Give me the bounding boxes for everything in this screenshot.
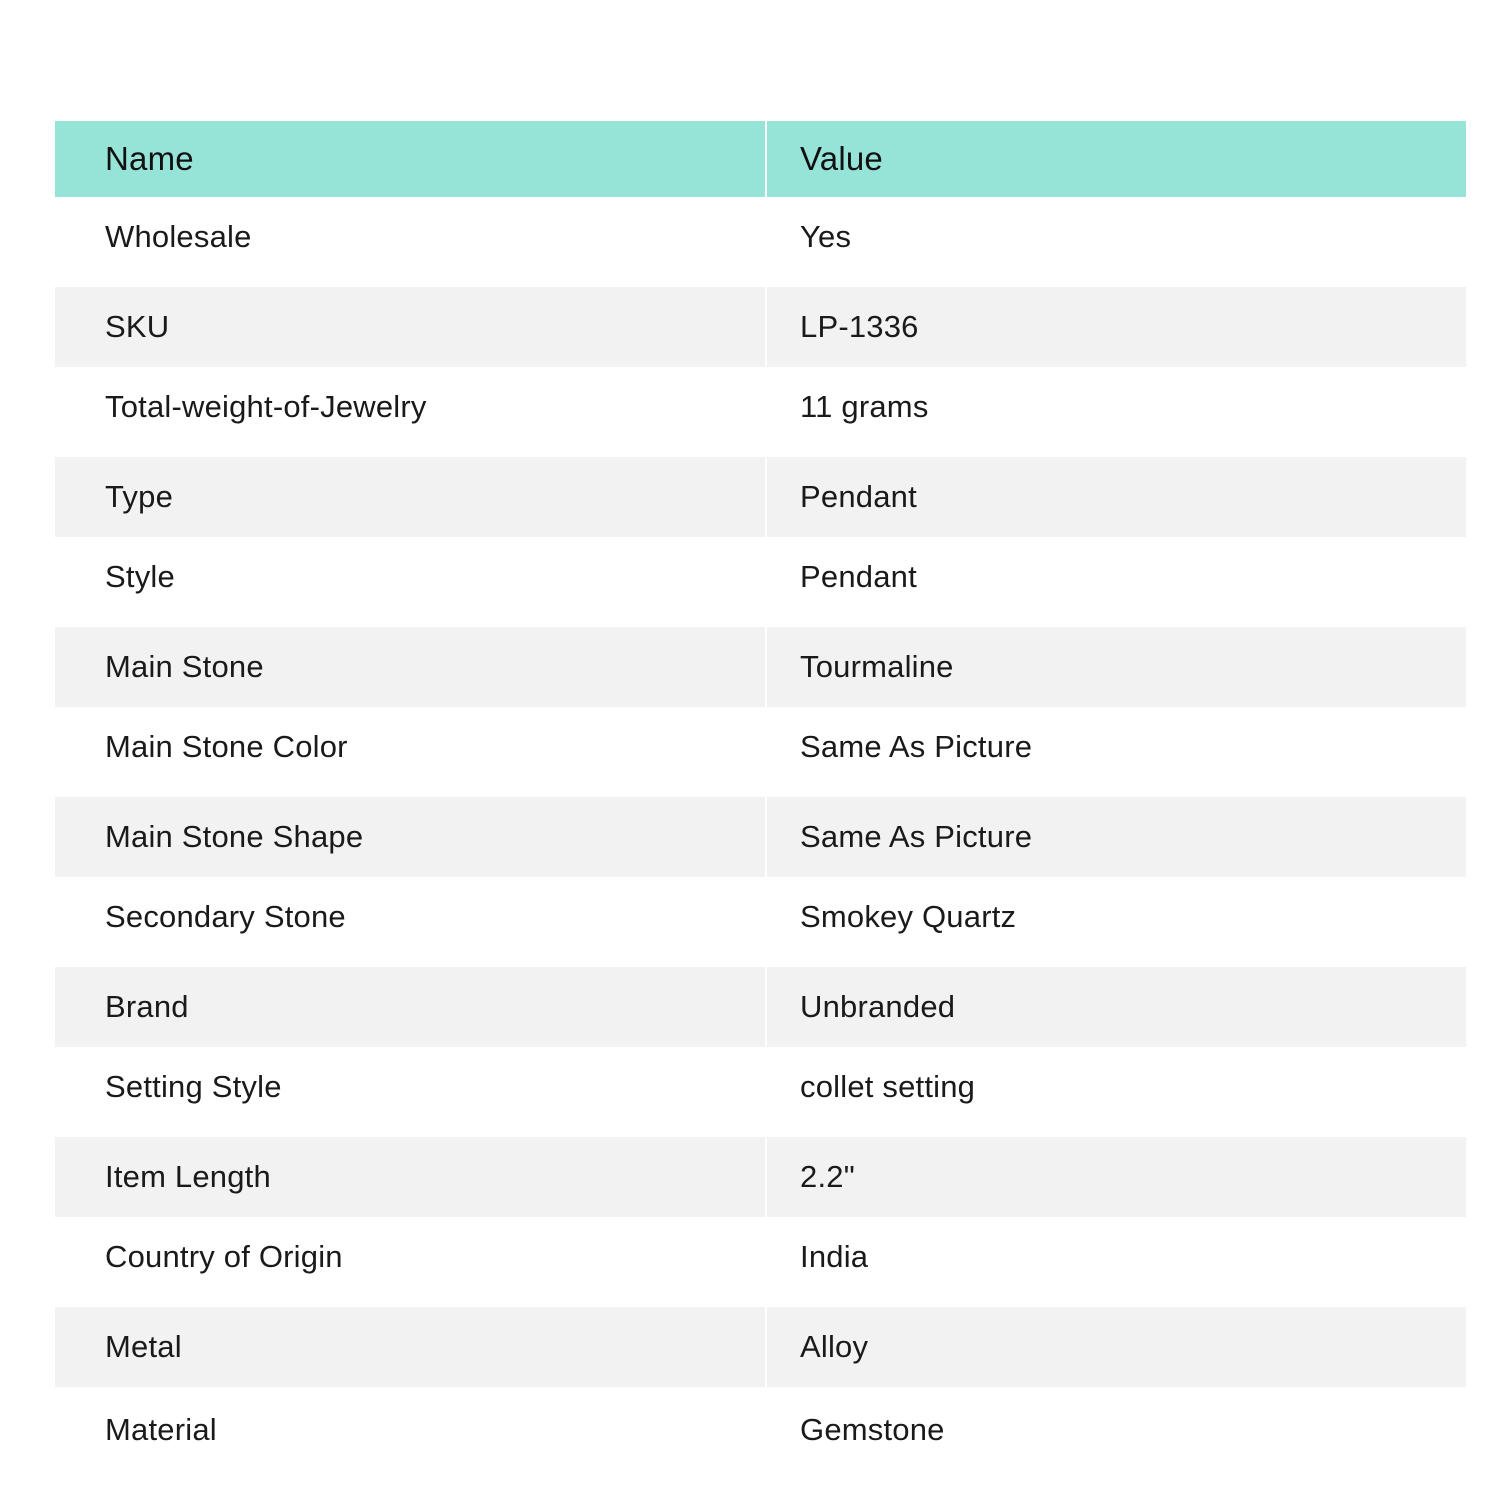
table-header-row — [55, 121, 1466, 197]
row-value-cell: LP-1336 — [766, 282, 1466, 367]
name-column-header: Name — [55, 121, 766, 197]
table-row — [55, 622, 1466, 707]
row-value-cell: Unbranded — [766, 962, 1466, 1047]
row-value-cell: Pendant — [800, 559, 917, 595]
value-column-header: Value — [800, 140, 883, 177]
row-value-cell: Same As Picture — [766, 792, 1466, 877]
table-row — [55, 877, 1466, 962]
table-row — [55, 962, 1466, 1047]
row-name-cell: Main Stone Color — [55, 707, 766, 792]
row-name-cell: Main Stone Shape — [55, 792, 766, 877]
row-name-cell: Item Length — [55, 1132, 766, 1217]
row-name-cell: Setting Style — [55, 1047, 766, 1132]
table-row — [55, 792, 1466, 877]
row-name-cell: SKU — [55, 282, 766, 367]
row-name-cell: Type — [55, 452, 766, 537]
table-row — [55, 1132, 1466, 1217]
table-header — [55, 121, 1466, 197]
row-value-cell: Pendant — [766, 452, 1466, 537]
table-row — [55, 1217, 1466, 1302]
table-row — [55, 452, 1466, 537]
row-name-cell: Secondary Stone — [55, 877, 766, 962]
row-name-cell: Style — [55, 537, 766, 622]
table-row — [55, 282, 1466, 367]
row-name-cell: Brand — [55, 962, 766, 1047]
table-row — [55, 367, 1466, 452]
table-row — [55, 1047, 1466, 1132]
row-name-cell: Main Stone — [55, 622, 766, 707]
row-value-cell: Smokey Quartz — [800, 899, 1017, 935]
table-body — [55, 197, 1466, 1472]
item-specifics-table — [55, 121, 1466, 1472]
row-value-cell: Yes — [800, 219, 852, 255]
row-value-cell: 2.2" — [766, 1132, 1466, 1217]
row-value-cell: India — [800, 1239, 869, 1275]
row-name-cell: Material — [55, 1387, 766, 1472]
row-name-cell: Total-weight-of-Jewelry — [55, 367, 766, 452]
table-row — [55, 1302, 1466, 1387]
table-row — [55, 1387, 1466, 1472]
row-name-cell: Metal — [55, 1302, 766, 1387]
row-value-cell: Gemstone — [800, 1411, 945, 1447]
row-name-cell: Country of Origin — [55, 1217, 766, 1302]
row-name-cell: Wholesale — [55, 197, 766, 282]
table-row — [55, 537, 1466, 622]
table-row — [55, 197, 1466, 282]
table-row — [55, 707, 1466, 792]
row-value-cell: Tourmaline — [766, 622, 1466, 707]
row-value-cell: collet setting — [800, 1069, 976, 1105]
row-value-cell: Alloy — [766, 1302, 1466, 1387]
row-value-cell: 11 grams — [800, 389, 929, 425]
row-value-cell: Same As Picture — [800, 729, 1033, 765]
